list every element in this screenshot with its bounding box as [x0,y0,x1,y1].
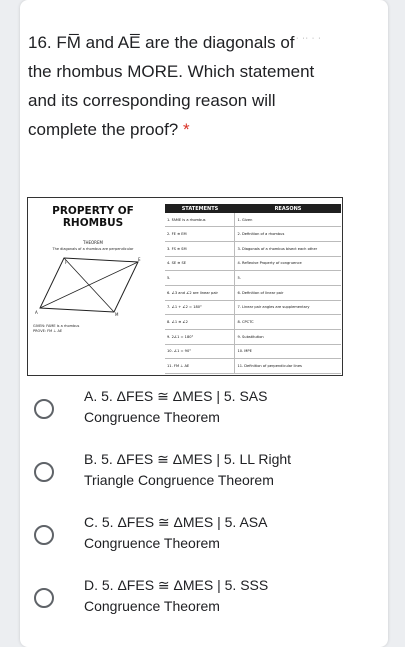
reason-cell: 5. [235,271,341,286]
proof-image [27,197,343,376]
option-b[interactable] [28,449,348,499]
table-row [165,315,341,330]
proof-title: PROPERTY OF RHOMBUS [52,205,134,229]
radio-a[interactable] [34,399,54,419]
reason-cell: 7. Linear pair angles are supplementary [235,300,341,315]
statement-cell: 10. ∠1 = 90° [165,344,235,359]
statement-cell: 6. ∠3 and ∠2 are linear pair [165,285,235,300]
radio-d[interactable] [34,588,54,608]
option-b-label: B. 5. ΔFES ≅ ΔMES | 5. LL Right Triangle Congruence Theorem [84,451,292,488]
label-m: M [115,312,119,316]
reason-cell: 4. Reflexive Property of congruence [235,256,341,271]
statement-cell: 11. FM ⊥ AE [165,359,235,374]
statement-cell: 2. FE ≅ EM [165,227,235,242]
option-a[interactable] [28,386,348,436]
reason-cell: 1. Given [235,213,341,227]
radio-b[interactable] [34,462,54,482]
table-row [165,359,341,374]
table-row [165,256,341,271]
statement-cell: 5. [165,271,235,286]
question-label: 16. FM̅ and AE̅ are the diagonals of the rhombus MORE. Which statement and its corresponding reason will complete the proof? [28,33,315,139]
option-d-label: D. 5. ΔFES ≅ ΔMES | 5. SSS Congruence Theorem [84,577,269,614]
proof-table [165,204,341,374]
reason-cell: 3. Diagonals of a rhombus bisect each other [235,242,341,257]
statement-cell: 1. FAME is a rhombus [165,213,235,227]
theorem-title: THEOREM [83,240,103,245]
theorem-text: The diagonals of a rhombus are perpendicular [52,247,134,251]
prove-text: PROVE: FM ⊥ AE [33,329,63,333]
table-row [165,344,341,359]
statement-cell: 4. SE ≅ SE [165,256,235,271]
card-corner-mark: · ·· · · [296,35,322,42]
reason-cell: 6. Definition of linear pair [235,285,341,300]
given-text: GIVEN: FAME is a rhombus [33,324,80,328]
label-a: A [35,310,38,315]
table-row [165,285,341,300]
option-a-label: A. 5. ΔFES ≅ ΔMES | 5. SAS Congruence Theorem [84,388,268,425]
required-asterisk: * [183,120,190,139]
statement-cell: 8. ∠1 ≅ ∠2 [165,315,235,330]
option-c-label: C. 5. ΔFES ≅ ΔMES | 5. ASA Congruence Theorem [84,514,267,551]
option-c[interactable] [28,512,348,562]
label-e: E [138,257,141,262]
option-d[interactable] [28,575,348,625]
rhombus-figure [34,256,144,316]
table-row [165,271,341,286]
table-row [165,213,341,227]
reason-cell: 11. Definition of perpendicular lines [235,359,341,374]
reason-cell: 9. Substitution [235,329,341,344]
statements-header: STATEMENTS [165,204,235,213]
question-text [28,28,318,144]
statement-cell: 9. 2∠1 = 180° [165,329,235,344]
table-row [165,242,341,257]
table-row [165,329,341,344]
reason-cell: 8. CPCTC [235,315,341,330]
label-f: F [65,260,68,265]
radio-c[interactable] [34,525,54,545]
statement-cell: 3. FS ≅ SM [165,242,235,257]
table-row [165,227,341,242]
reasons-header: REASONS [235,204,341,213]
reason-cell: 2. Definition of a rhombus [235,227,341,242]
table-row [165,300,341,315]
diagonal-ae [40,262,138,308]
reason-cell: 10. MPE [235,344,341,359]
statement-cell: 7. ∠1 + ∠2 = 180° [165,300,235,315]
